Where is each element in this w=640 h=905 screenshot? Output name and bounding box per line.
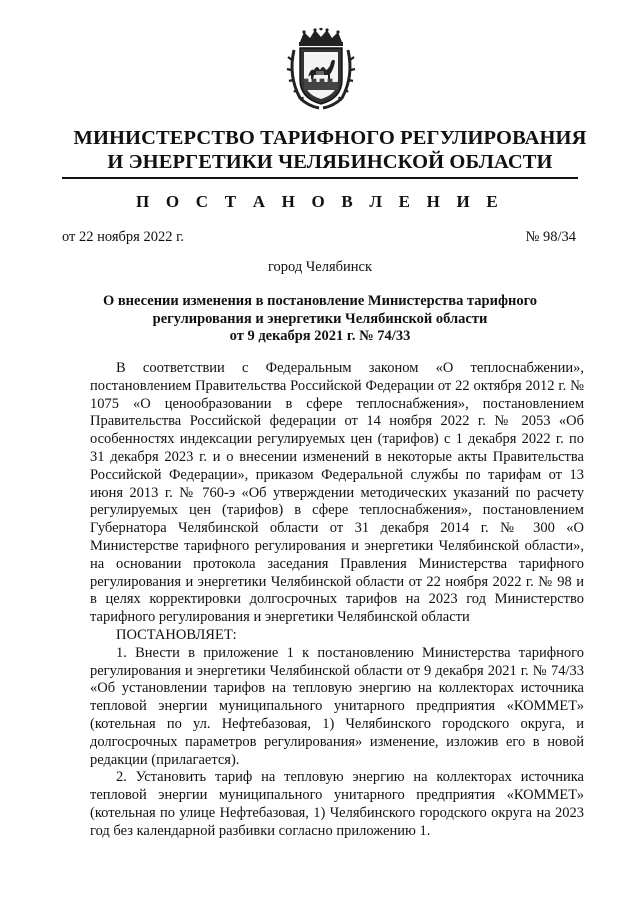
subject-line1: О внесении изменения в постановление Министерства тарифного (102, 293, 538, 309)
header-divider (62, 177, 578, 179)
document-subject (90, 293, 550, 346)
item-2-paragraph: 2. Установить тариф на тепловую энергию на коллекторах источника тепловой энергии муниципального унитарного предприятия «КОММЕТ» (котельная по улице Нефтебазовая, 1) Челябинского городского округа на 2023 год без календарной разбивки согласно приложению 1. (90, 769, 584, 839)
item-1-paragraph: 1. Внести в приложение 1 к постановлению Министерства тарифного регулирования и энергетики Челябинской области от 9 декабря 2021 г. № 74/33 «Об установлении тарифов на тепловую энергию на коллекторах источника тепловой энергии муниципального унитарного предприятия «КОММЕТ» (котельная по ул. Нефтебазовая, 1) Челябинского городского округа, и долгосрочных параметров регулирования» изменение, изложив его в новой редакции (прилагается). (90, 644, 584, 768)
decree-paragraph: ПОСТАНОВЛЯЕТ: (116, 626, 237, 643)
document-type: П О С Т А Н О В Л Е Н И Е (136, 192, 504, 211)
document-number: № 98/34 (525, 229, 576, 245)
ministry-name-line1: МИНИСТЕРСТВО ТАРИФНОГО РЕГУЛИРОВАНИЯ (73, 127, 587, 149)
coat-of-arms-icon (286, 28, 356, 110)
document-body (90, 360, 584, 841)
document-city: город Челябинск (267, 259, 373, 275)
preamble-paragraph: В соответствии с Федеральным законом «О теплоснабжении», постановлением Правительства Российской Федерации от 22 октября 2012 г. № 1075 «О ценообразовании в сфере теплоснабжения», постановлением Правительства Российской федерации от 14 ноября 2022 г. № 2053 «Об особенностях индексации регулируемых цен (тарифов) с 1 декабря 2022 г. по 31 декабря 2023 г. и о внесении изменений в некоторые акты Правительства Российской Федерации», приказом Федеральной службы по тарифам от 13 июня 2013 г. № 760-э «Об утверждении методических указаний по расчету регулируемых цен (тарифов) в сфере теплоснабжения», постановлением Губернатора Челябинской области от 31 декабря 2014 г. № 300 «О Министерстве тарифного регулирования и энергетики Челябинской области», на основании протокола заседания Правления Министерства тарифного регулирования и энергетики Челябинской области от 22 ноября 2022 г. № 98 и в целях корректировки долгосрочных тарифов на 2023 год Министерство тарифного регулирования и энергетики Челябинской области (90, 360, 584, 626)
ministry-name-line2: И ЭНЕРГЕТИКИ ЧЕЛЯБИНСКОЙ ОБЛАСТИ (107, 151, 553, 173)
subject-line3: от 9 декабря 2021 г. № 74/33 (229, 328, 411, 344)
ministry-name (60, 126, 600, 174)
subject-line2: регулирования и энергетики Челябинской области (152, 310, 488, 327)
document-date: от 22 ноября 2022 г. (62, 229, 185, 245)
